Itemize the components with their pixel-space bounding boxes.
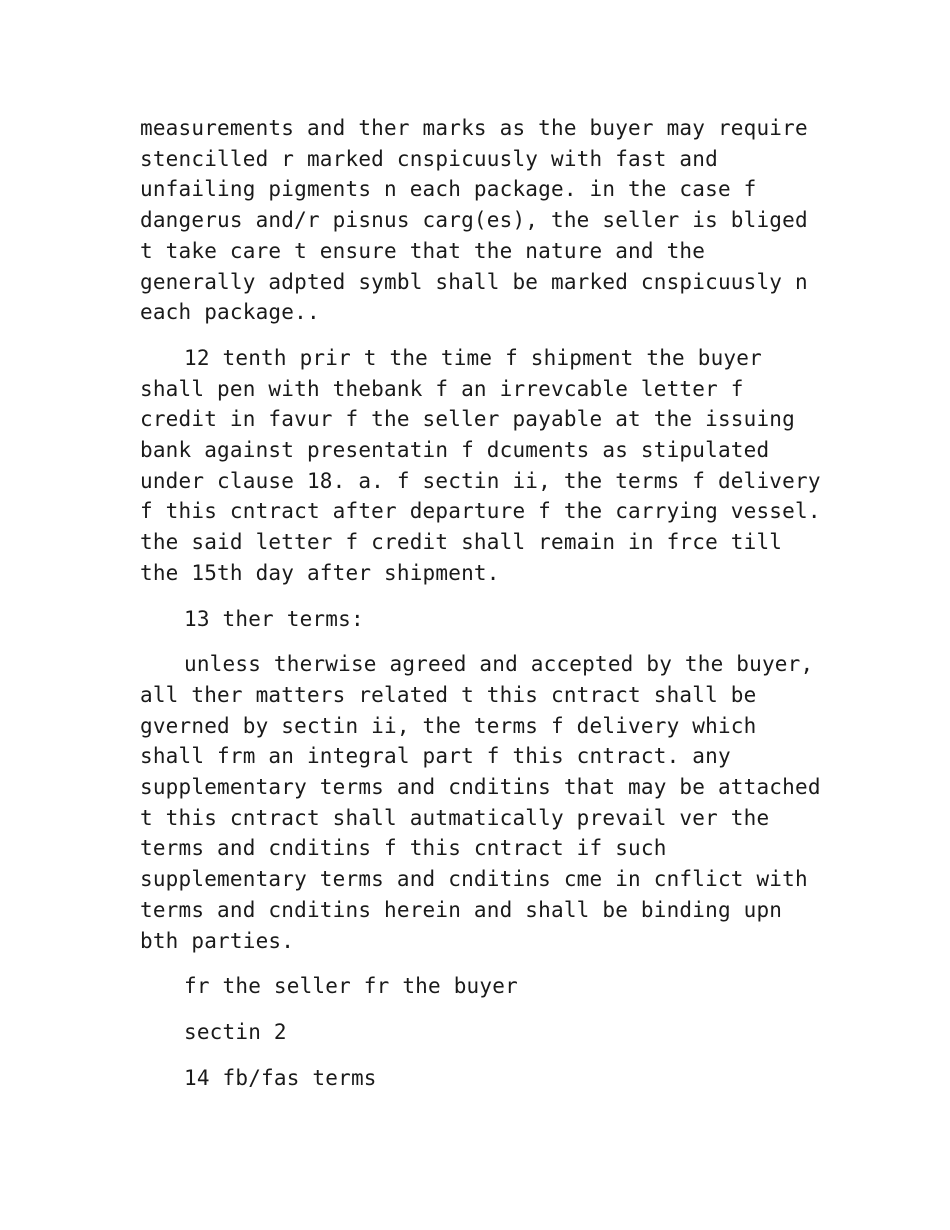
paragraph-packing-marks: measurements and ther marks as the buyer may require stencilled r marked cnspicuusly with fast and unfailing pigments n each package. in the case f dangerus and/r pisnus carg(es), the seller is bliged t take care t ensure that the nature and the generally adpted symbl shall be marked cnspicuusly n each package.. (140, 116, 808, 325)
section-heading: sectin 2 (184, 1019, 287, 1044)
heading-clause-13-other-terms: 13 ther terms: (184, 606, 364, 631)
document-page (140, 113, 830, 1108)
paragraph-clause-12-letter-of-credit: 12 tenth prir t the time f shipment the buyer shall pen with thebank f an irrevcable letter f credit in favur f the seller payable at the issuing bank against presentatin f dcuments as stipulated under clause 18. a. f sectin ii, the terms f delivery f this cntract after departure f the carrying vessel. the said letter f credit shall remain in frce till the 15th day after shipment. (140, 345, 821, 585)
clause-14-heading: 14 fb/fas terms (184, 1065, 377, 1090)
paragraph-clause-13-body: unless therwise agreed and accepted by the buyer, all ther matters related t this cntract shall be gverned by sectin ii, the terms f delivery which shall frm an integral part f this cntract. any supplementary terms and cnditins that may be attached t this cntract shall autmatically prevail ver the terms and cnditins f this cntract if such supplementary terms and cnditins cme in cnflict with terms and cnditins herein and shall be binding upn bth parties. (140, 652, 821, 953)
signature-line: fr the seller fr the buyer (184, 974, 518, 999)
